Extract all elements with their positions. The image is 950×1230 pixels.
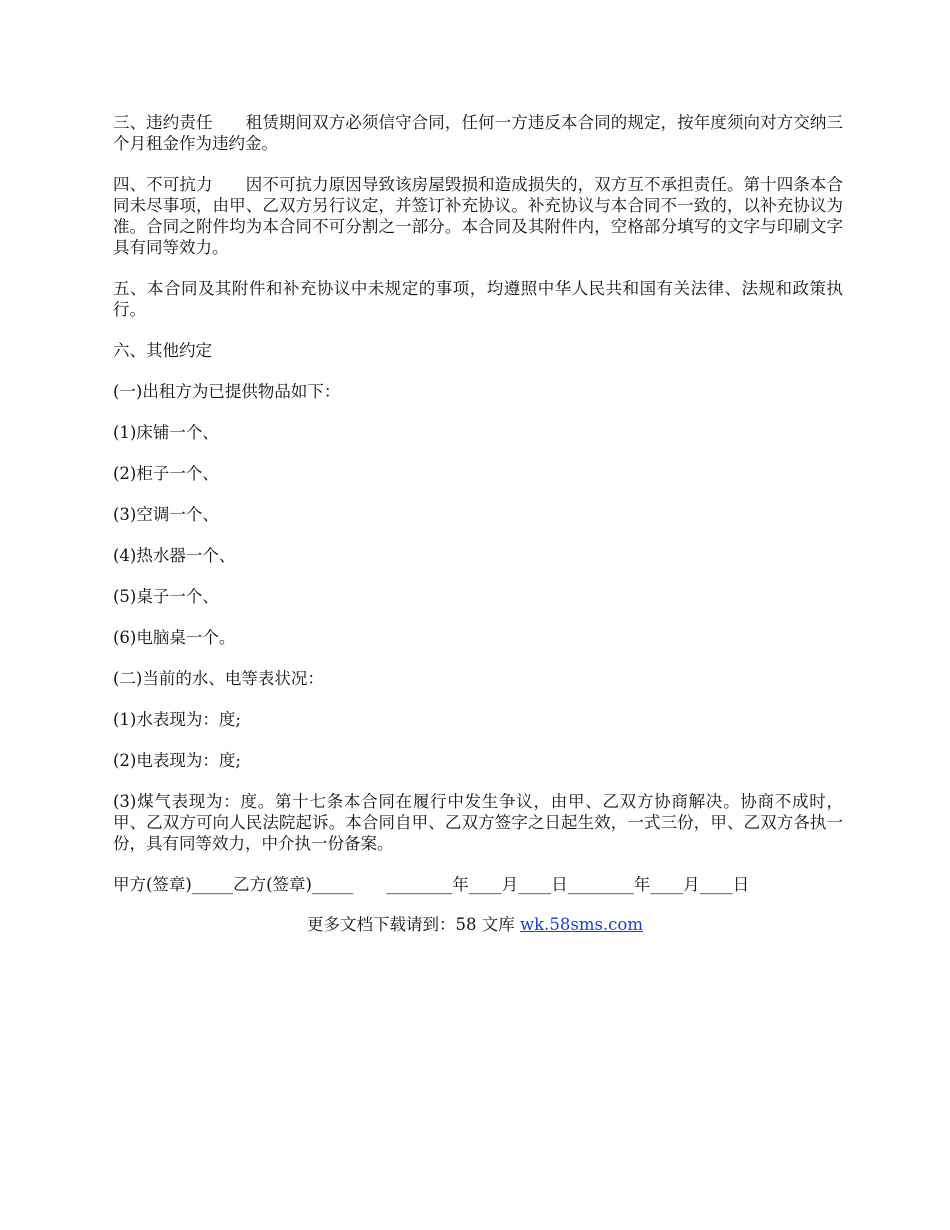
footer: [0, 914, 950, 936]
paragraph-items-provided: (一)出租方为已提供物品如下：: [113, 382, 341, 401]
list-item: (6)电脑桌一个。: [113, 628, 236, 647]
paragraph-other-terms-heading: 六、其他约定: [113, 341, 212, 360]
paragraph-applicable-law: 五、本合同及其附件和补充协议中未规定的事项，均遵照中华人民共和国有关法律、法规和政策执行。: [113, 279, 843, 319]
document-body: [113, 112, 843, 915]
paragraph-breach-liability: 三、违约责任 租赁期间双方必须信守合同，任何一方违反本合同的规定，按年度须向对方交纳三个月租金作为违约金。: [113, 113, 843, 153]
list-item: (1)水表现为：度;: [113, 710, 241, 729]
footer-link[interactable]: wk.58sms.com: [519, 915, 643, 934]
list-item: (5)桌子一个、: [113, 587, 219, 606]
list-item: (2)柜子一个、: [113, 464, 219, 483]
list-item: (3)空调一个、: [113, 505, 219, 524]
signature-line: 甲方(签章)_____乙方(签章)_____ ________年____月____日________年____月____日: [113, 875, 750, 894]
paragraph-meter-status: (二)当前的水、电等表状况：: [113, 669, 324, 688]
paragraph-gas-meter-dispute: (3)煤气表现为：度。第十七条本合同在履行中发生争议，由甲、乙双方协商解决。协商不成时，甲、乙双方可向人民法院起诉。本合同自甲、乙双方签字之日起生效，一式三份，甲、乙双方各执一份，具有同等效力，中介执一份备案。: [113, 792, 843, 853]
footer-text: 更多文档下载请到：58 文库: [306, 915, 520, 934]
list-item: (2)电表现为：度;: [113, 751, 241, 770]
paragraph-force-majeure: 四、不可抗力 因不可抗力原因导致该房屋毁损和造成损失的，双方互不承担责任。第十四条本合同未尽事项，由甲、乙双方另行议定，并签订补充协议。补充协议与本合同不一致的，以补充协议为准。合同之附件均为本合同不可分割之一部分。本合同及其附件内，空格部分填写的文字与印刷文字具有同等效力。: [113, 175, 843, 257]
list-item: (4)热水器一个、: [113, 546, 236, 565]
list-item: (1)床铺一个、: [113, 423, 219, 442]
